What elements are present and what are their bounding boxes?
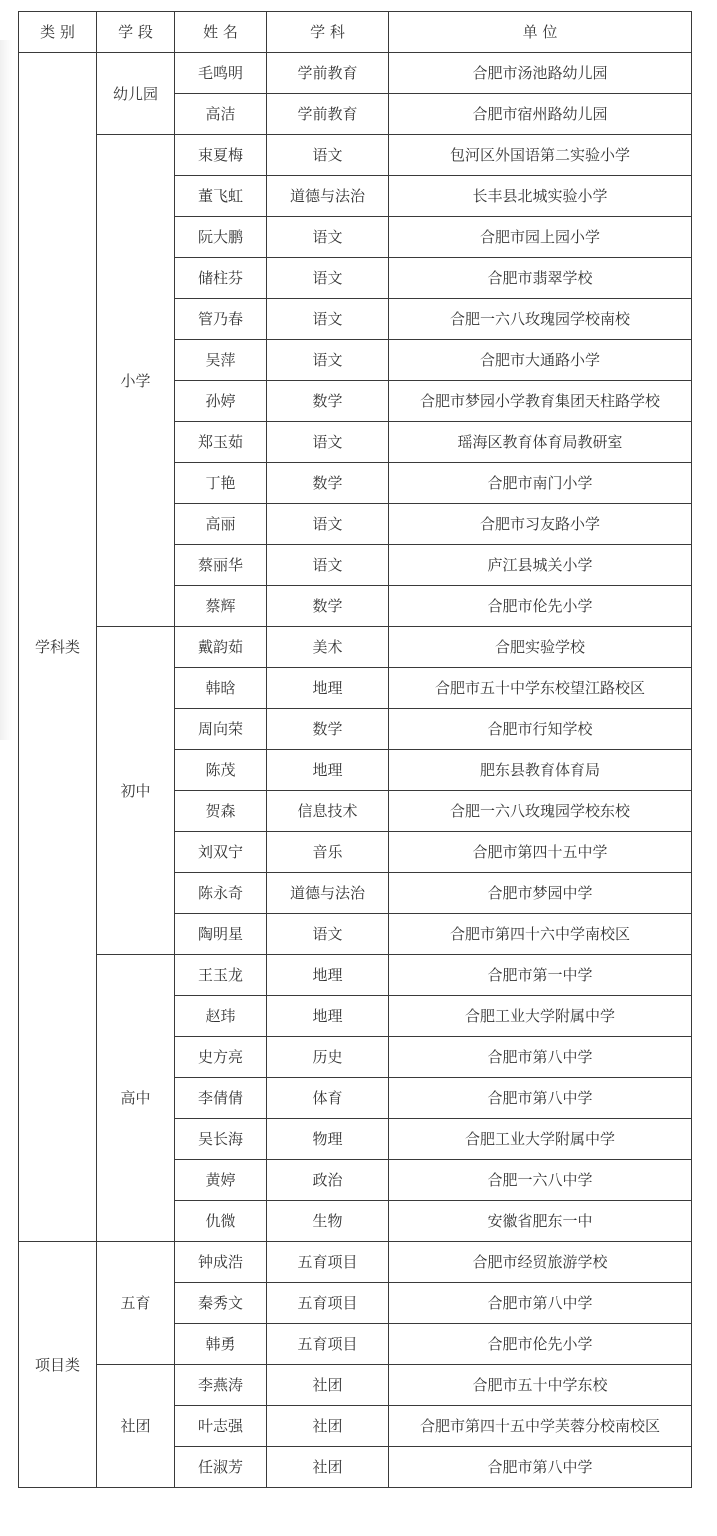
- stage-cell: 初中: [97, 627, 175, 955]
- unit-cell: 合肥工业大学附属中学: [389, 996, 692, 1037]
- unit-cell: 肥东县教育体育局: [389, 750, 692, 791]
- name-cell: 阮大鹏: [175, 217, 267, 258]
- subject-cell: 历史: [267, 1037, 389, 1078]
- unit-cell: 合肥一六八玫瑰园学校东校: [389, 791, 692, 832]
- subject-cell: 学前教育: [267, 94, 389, 135]
- subject-cell: 数学: [267, 381, 389, 422]
- subject-cell: 数学: [267, 463, 389, 504]
- name-cell: 高丽: [175, 504, 267, 545]
- subject-cell: 语文: [267, 299, 389, 340]
- subject-cell: 社团: [267, 1406, 389, 1447]
- subject-cell: 五育项目: [267, 1242, 389, 1283]
- unit-cell: 安徽省肥东一中: [389, 1201, 692, 1242]
- name-cell: 孙婷: [175, 381, 267, 422]
- name-cell: 周向荣: [175, 709, 267, 750]
- header-category: 类 别: [19, 12, 97, 53]
- teacher-roster-table: [18, 11, 692, 1488]
- name-cell: 郑玉茹: [175, 422, 267, 463]
- header-subject: 学 科: [267, 12, 389, 53]
- subject-cell: 生物: [267, 1201, 389, 1242]
- header-stage: 学 段: [97, 12, 175, 53]
- subject-cell: 五育项目: [267, 1283, 389, 1324]
- name-cell: 韩勇: [175, 1324, 267, 1365]
- unit-cell: 合肥市第八中学: [389, 1283, 692, 1324]
- table-row: [19, 627, 692, 668]
- unit-cell: 合肥一六八玫瑰园学校南校: [389, 299, 692, 340]
- stage-cell: 高中: [97, 955, 175, 1242]
- subject-cell: 语文: [267, 135, 389, 176]
- stage-cell: 小学: [97, 135, 175, 627]
- unit-cell: 合肥市翡翠学校: [389, 258, 692, 299]
- name-cell: 蔡辉: [175, 586, 267, 627]
- subject-cell: 语文: [267, 545, 389, 586]
- unit-cell: 合肥市习友路小学: [389, 504, 692, 545]
- subject-cell: 数学: [267, 709, 389, 750]
- unit-cell: 合肥市第四十六中学南校区: [389, 914, 692, 955]
- name-cell: 赵玮: [175, 996, 267, 1037]
- subject-cell: 物理: [267, 1119, 389, 1160]
- left-edge-shadow: [0, 40, 12, 740]
- name-cell: 陈永奇: [175, 873, 267, 914]
- unit-cell: 合肥市梦园小学教育集团天柱路学校: [389, 381, 692, 422]
- name-cell: 刘双宁: [175, 832, 267, 873]
- unit-cell: 合肥市汤池路幼儿园: [389, 53, 692, 94]
- category-cell: 项目类: [19, 1242, 97, 1488]
- unit-cell: 合肥市五十中学东校: [389, 1365, 692, 1406]
- name-cell: 高洁: [175, 94, 267, 135]
- header-row: [19, 12, 692, 53]
- subject-cell: 数学: [267, 586, 389, 627]
- name-cell: 李倩倩: [175, 1078, 267, 1119]
- table-header: [19, 12, 692, 53]
- name-cell: 史方亮: [175, 1037, 267, 1078]
- name-cell: 毛鸣明: [175, 53, 267, 94]
- subject-cell: 语文: [267, 258, 389, 299]
- unit-cell: 合肥市伦先小学: [389, 586, 692, 627]
- unit-cell: 合肥市第八中学: [389, 1447, 692, 1488]
- name-cell: 吴萍: [175, 340, 267, 381]
- subject-cell: 政治: [267, 1160, 389, 1201]
- name-cell: 黄婷: [175, 1160, 267, 1201]
- name-cell: 陈茂: [175, 750, 267, 791]
- subject-cell: 社团: [267, 1447, 389, 1488]
- unit-cell: 瑶海区教育体育局教研室: [389, 422, 692, 463]
- subject-cell: 学前教育: [267, 53, 389, 94]
- name-cell: 钟成浩: [175, 1242, 267, 1283]
- subject-cell: 语文: [267, 217, 389, 258]
- stage-cell: 五育: [97, 1242, 175, 1365]
- unit-cell: 合肥一六八中学: [389, 1160, 692, 1201]
- unit-cell: 合肥市宿州路幼儿园: [389, 94, 692, 135]
- name-cell: 秦秀文: [175, 1283, 267, 1324]
- table-row: [19, 53, 692, 94]
- name-cell: 丁艳: [175, 463, 267, 504]
- table-row: [19, 1242, 692, 1283]
- unit-cell: 合肥市伦先小学: [389, 1324, 692, 1365]
- subject-cell: 地理: [267, 668, 389, 709]
- unit-cell: 合肥市第四十五中学: [389, 832, 692, 873]
- name-cell: 韩晗: [175, 668, 267, 709]
- table-body: [19, 53, 692, 1488]
- unit-cell: 合肥市行知学校: [389, 709, 692, 750]
- name-cell: 贺森: [175, 791, 267, 832]
- unit-cell: 合肥市园上园小学: [389, 217, 692, 258]
- subject-cell: 美术: [267, 627, 389, 668]
- subject-cell: 道德与法治: [267, 873, 389, 914]
- unit-cell: 包河区外国语第二实验小学: [389, 135, 692, 176]
- subject-cell: 语文: [267, 914, 389, 955]
- unit-cell: 合肥实验学校: [389, 627, 692, 668]
- unit-cell: 合肥市南门小学: [389, 463, 692, 504]
- unit-cell: 合肥工业大学附属中学: [389, 1119, 692, 1160]
- unit-cell: 合肥市大通路小学: [389, 340, 692, 381]
- category-cell: 学科类: [19, 53, 97, 1242]
- subject-cell: 信息技术: [267, 791, 389, 832]
- name-cell: 仇微: [175, 1201, 267, 1242]
- subject-cell: 语文: [267, 422, 389, 463]
- subject-cell: 语文: [267, 340, 389, 381]
- subject-cell: 地理: [267, 750, 389, 791]
- unit-cell: 合肥市五十中学东校望江路校区: [389, 668, 692, 709]
- header-name: 姓 名: [175, 12, 267, 53]
- unit-cell: 合肥市第一中学: [389, 955, 692, 996]
- unit-cell: 合肥市经贸旅游学校: [389, 1242, 692, 1283]
- table-row: [19, 955, 692, 996]
- stage-cell: 幼儿园: [97, 53, 175, 135]
- subject-cell: 道德与法治: [267, 176, 389, 217]
- subject-cell: 五育项目: [267, 1324, 389, 1365]
- name-cell: 董飞虹: [175, 176, 267, 217]
- subject-cell: 体育: [267, 1078, 389, 1119]
- name-cell: 叶志强: [175, 1406, 267, 1447]
- subject-cell: 地理: [267, 955, 389, 996]
- subject-cell: 音乐: [267, 832, 389, 873]
- header-unit: 单 位: [389, 12, 692, 53]
- name-cell: 李燕涛: [175, 1365, 267, 1406]
- name-cell: 戴韵茹: [175, 627, 267, 668]
- name-cell: 储柱芬: [175, 258, 267, 299]
- name-cell: 管乃春: [175, 299, 267, 340]
- name-cell: 王玉龙: [175, 955, 267, 996]
- name-cell: 蔡丽华: [175, 545, 267, 586]
- table-row: [19, 1365, 692, 1406]
- unit-cell: 合肥市第八中学: [389, 1078, 692, 1119]
- stage-cell: 社团: [97, 1365, 175, 1488]
- name-cell: 吴长海: [175, 1119, 267, 1160]
- subject-cell: 社团: [267, 1365, 389, 1406]
- unit-cell: 长丰县北城实验小学: [389, 176, 692, 217]
- unit-cell: 庐江县城关小学: [389, 545, 692, 586]
- unit-cell: 合肥市第四十五中学芙蓉分校南校区: [389, 1406, 692, 1447]
- table-row: [19, 135, 692, 176]
- subject-cell: 语文: [267, 504, 389, 545]
- name-cell: 束夏梅: [175, 135, 267, 176]
- unit-cell: 合肥市梦园中学: [389, 873, 692, 914]
- name-cell: 任淑芳: [175, 1447, 267, 1488]
- name-cell: 陶明星: [175, 914, 267, 955]
- subject-cell: 地理: [267, 996, 389, 1037]
- unit-cell: 合肥市第八中学: [389, 1037, 692, 1078]
